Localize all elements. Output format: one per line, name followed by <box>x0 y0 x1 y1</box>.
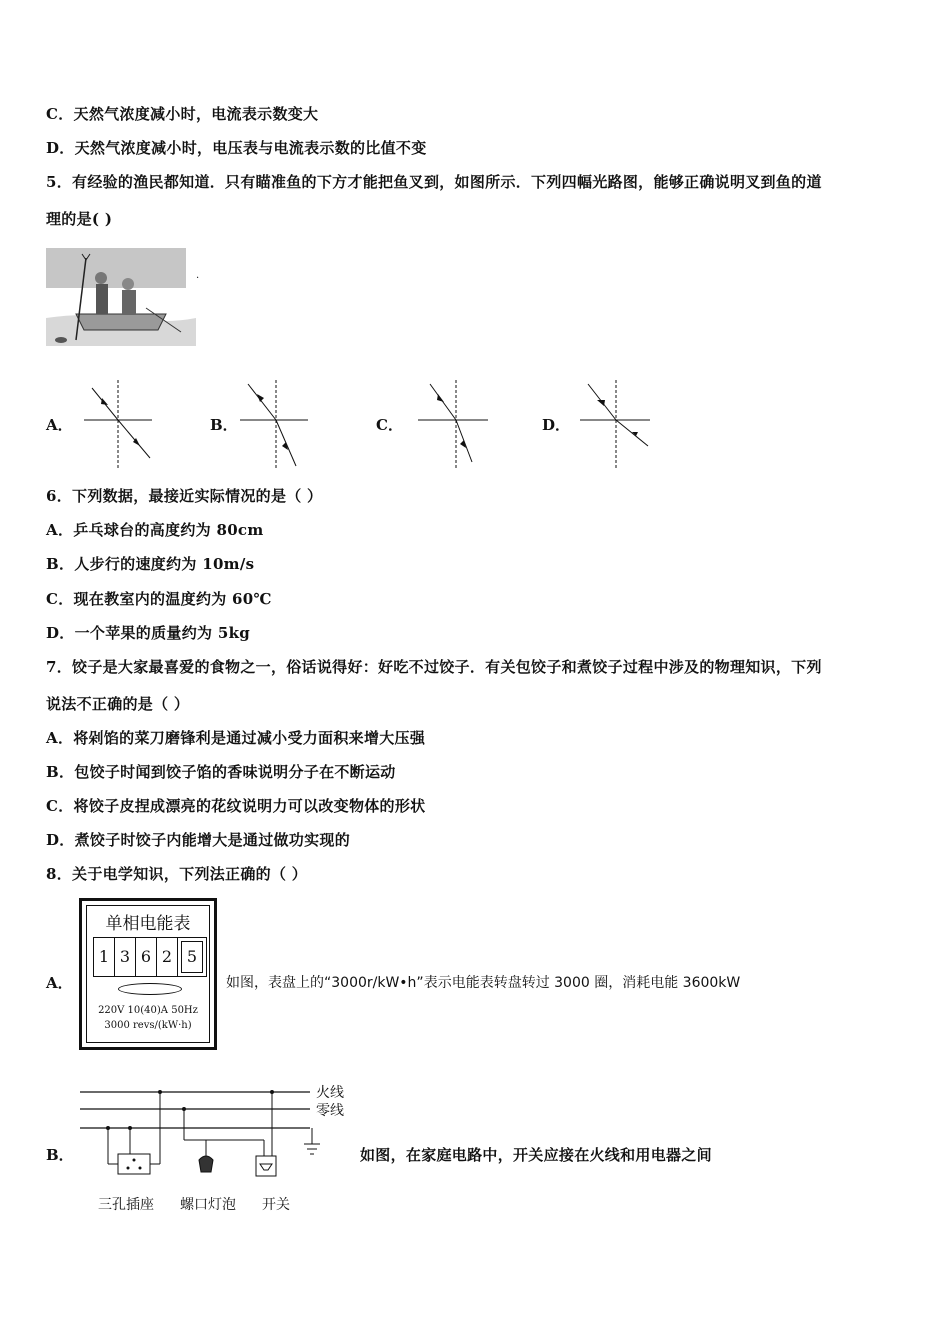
q5-option-c-label: C． <box>376 416 403 434</box>
q5-stem-line1: 5．有经验的渔民都知道．只有瞄准鱼的下方才能把鱼叉到，如图所示．下列四幅光路图，能够正确说明叉到鱼的道 <box>46 173 822 191</box>
q5-diagram-d <box>580 380 652 468</box>
meter-digit-last: 5 <box>181 941 203 973</box>
q4-option-c: C．天然气浓度减小时，电流表示数变大 <box>46 105 319 123</box>
meter-digit: 2 <box>157 938 178 976</box>
q7-option-b: B．包饺子时闻到饺子馅的香味说明分子在不断运动 <box>46 763 396 781</box>
meter-title: 单相电能表 <box>105 914 191 934</box>
fisherman-illustration <box>46 248 196 346</box>
q8-option-a-text: 如图，表盘上的“3000r/kW•h”表示电能表转盘转过 3000 圈，消耗电能 3600kW <box>226 975 741 991</box>
q5-diagram-c <box>418 380 490 468</box>
live-wire-label: 火线 <box>316 1085 344 1101</box>
meter-digit-box <box>93 937 207 977</box>
socket-label: 三孔插座 <box>98 1197 154 1213</box>
q5-option-b-label: B． <box>210 416 238 434</box>
dot-mark: . <box>196 270 200 281</box>
meter-spec1: 220V 10(40)A 50Hz <box>98 1005 198 1016</box>
q5-option-d-label: D． <box>542 416 571 434</box>
q8-option-b-label: B． <box>46 1146 74 1164</box>
q7-stem-line1: 7．饺子是大家最喜爱的食物之一，俗话说得好：好吃不过饺子．有关包饺子和煮饺子过程中涉及的物理知识，下列 <box>46 658 822 676</box>
q6-option-d: D．一个苹果的质量约为 5kg <box>46 624 251 642</box>
q7-stem-line2: 说法不正确的是（ ） <box>46 695 190 713</box>
neutral-wire-label: 零线 <box>316 1103 344 1119</box>
q5-option-a-label: A． <box>46 416 73 434</box>
q8-option-a-label: A． <box>46 974 73 992</box>
q8-option-b-text: 如图，在家庭电路中，开关应接在火线和用电器之间 <box>360 1146 712 1164</box>
meter-spec2: 3000 revs/(kW·h) <box>104 1020 192 1031</box>
q6-option-a: A．乒乓球台的高度约为 80cm <box>46 521 264 539</box>
q7-option-a: A．将剁馅的菜刀磨锋利是通过减小受力面积来增大压强 <box>46 729 426 747</box>
switch-label: 开关 <box>262 1197 290 1213</box>
q5-diagram-b <box>240 380 312 468</box>
q5-diagram-a <box>84 380 156 468</box>
q5-stem-line2: 理的是( ) <box>46 210 113 228</box>
meter-digit: 6 <box>136 938 157 976</box>
meter-disc <box>118 983 182 995</box>
meter-digit: 3 <box>115 938 136 976</box>
q8-stem: 8．关于电学知识，下列法正确的（ ） <box>46 865 308 883</box>
q6-option-c: C．现在教室内的温度约为 60℃ <box>46 590 272 608</box>
meter-digit: 1 <box>94 938 115 976</box>
q7-option-c: C．将饺子皮捏成漂亮的花纹说明力可以改变物体的形状 <box>46 797 426 815</box>
q7-option-d: D．煮饺子时饺子内能增大是通过做功实现的 <box>46 831 351 849</box>
q6-stem: 6．下列数据，最接近实际情况的是（ ） <box>46 487 323 505</box>
q6-option-b: B．人步行的速度约为 10m/s <box>46 555 255 573</box>
q4-option-d: D．天然气浓度减小时，电压表与电流表示数的比值不变 <box>46 139 427 157</box>
bulb-label: 螺口灯泡 <box>180 1197 236 1213</box>
electric-meter <box>79 898 217 1050</box>
